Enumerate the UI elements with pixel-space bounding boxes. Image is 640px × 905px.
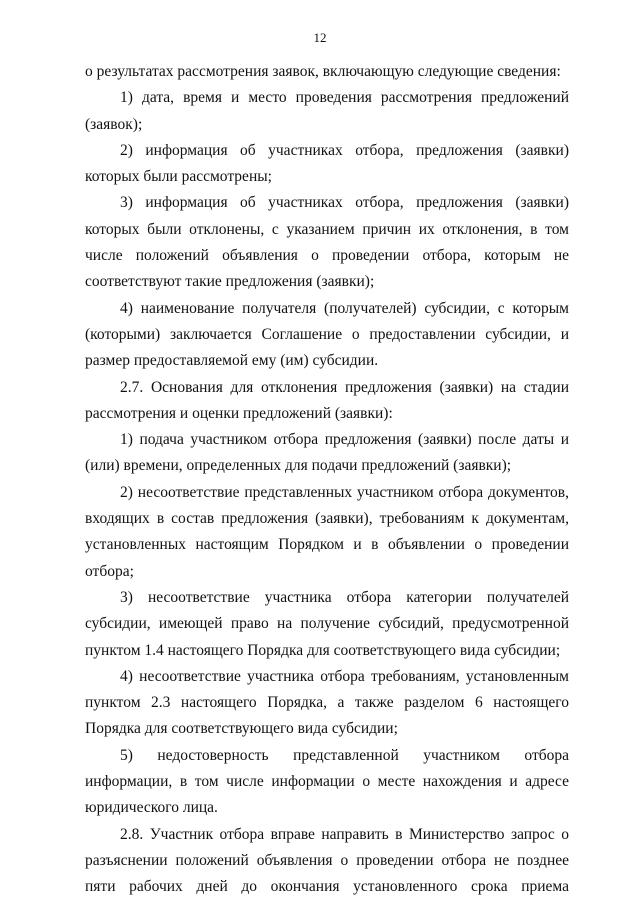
ground-item-3: 3) несоответствие участника отбора категории получателей субсидии, имеющей право на получение субсидий, предусмотренной пунктом 1.4 настоящего Порядка для соответствующего вида субсидии;	[85, 588, 569, 659]
list-item-1: 1) дата, время и место проведения рассмотрения предложений (заявок);	[85, 89, 569, 133]
document-body	[85, 59, 569, 901]
list-item-2: 2) информация об участниках отбора, предложения (заявки) которых были рассмотрены;	[85, 141, 569, 186]
ground-item-1: 1) подача участником отбора предложения (заявки) после даты и (или) времени, определенных для подачи предложений (заявки);	[85, 431, 569, 475]
ground-item-4: 4) несоответствие участника отбора требованиям, установленным пунктом 2.3 настоящего Порядка, а также разделом 6 настоящего Порядка для соответствующего вида субсидии;	[85, 667, 569, 738]
ground-item-5: 5) недостоверность представленной участником отбора информации, в том числе информации о месте нахождения и адресе юридического лица.	[85, 746, 569, 817]
list-item-3: 3) информация об участниках отбора, предложения (заявки) которых были отклонены, с указанием причин их отклонения, в том числе положений объявления о проведении отбора, которым не соответствуют такие предложения (заявки);	[85, 194, 569, 291]
section-2-7: 2.7. Основания для отклонения предложения (заявки) на стадии рассмотрения и оценки предложений (заявки):	[85, 378, 569, 422]
paragraph-intro: о результатах рассмотрения заявок, включающую следующие сведения:	[85, 63, 561, 80]
section-2-8: 2.8. Участник отбора вправе направить в Министерство запрос о разъяснении положений объявления о проведении отбора не позднее пяти рабочих дней до окончания установленного срока приема	[85, 825, 569, 896]
page-number: 12	[313, 30, 327, 45]
list-item-4: 4) наименование получателя (получателей) субсидии, с которым (которыми) заключается Соглашение о предоставлении субсидии, и размер предоставляемой ему (им) субсидии.	[85, 299, 569, 370]
ground-item-2: 2) несоответствие представленных участником отбора документов, входящих в состав предложения (заявки), требованиям к документам, установленных настоящим Порядком и в объявлении о проведении отбора;	[85, 483, 569, 580]
